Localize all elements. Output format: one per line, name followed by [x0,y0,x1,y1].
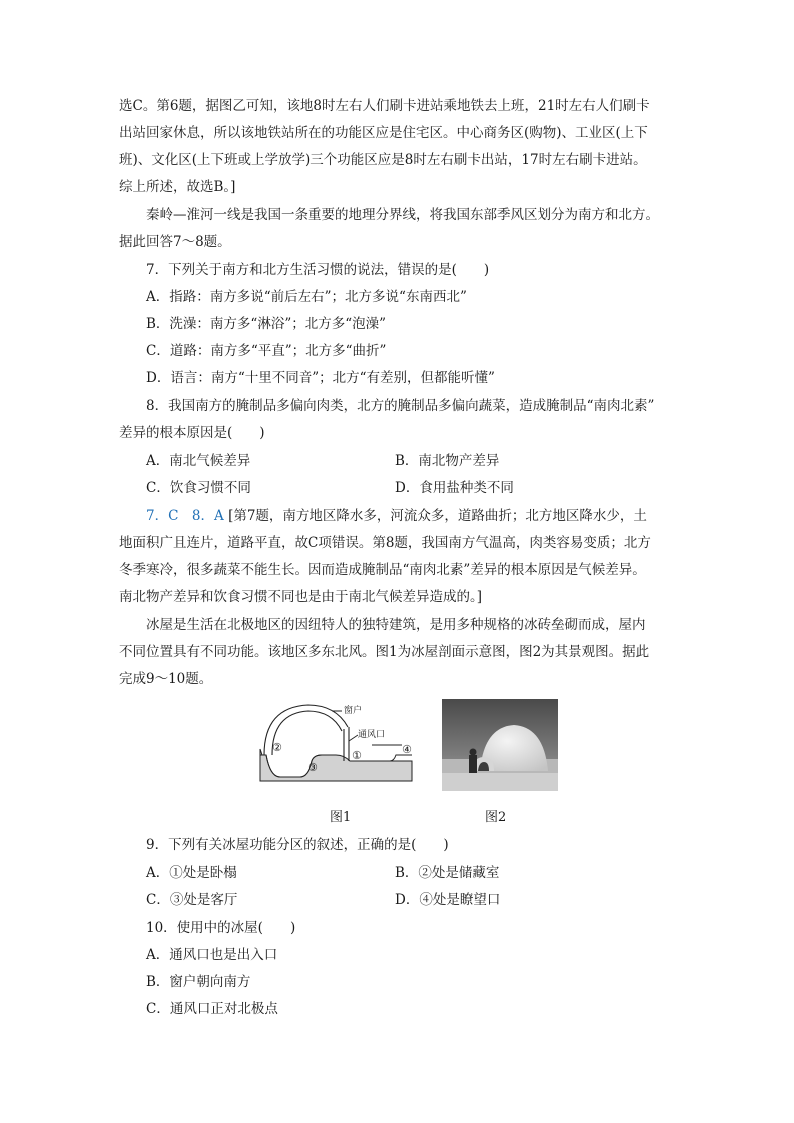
question-9-option-d: D．④处是瞭望口 [395,892,501,908]
answer-7-8-line-2: 地面积广且连片，道路平直，故C项错误。第8题，我国南方气温高，肉类容易变质；北方 [119,535,651,551]
answer-key: 7．C 8．A [146,508,224,524]
question-10-option-b: B．窗户朝向南方 [146,974,251,990]
marker-4: ④ [402,743,412,756]
snow-foreground [442,773,558,791]
question-7-option-a: A．指路：南方多说“前后左右”；北方多说“东南西北” [146,289,467,305]
question-8-option-d: D．食用盐种类不同 [395,480,514,496]
prev-explanation-line-3: 班)、文化区(上下班或上学放学)三个功能区应是8时左右刷卡出站，17时左右刷卡进站。 [119,152,647,168]
igloo-cross-section-diagram [252,697,422,783]
prev-explanation-line-2: 出站回家休息，所以该地铁站所在的功能区应是住宅区。中心商务区(购物)、工业区(上下 [119,125,648,141]
answer-7-8-line-1-text: [第7题，南方地区降水多，河流众多，道路曲折；北方地区降水少，土 [228,508,647,524]
intro-7-8-line-1: 秦岭—淮河一线是我国一条重要的地理分界线，将我国东部季风区划分为南方和北方。 [146,207,659,223]
label-vent: 通风口 [358,730,386,740]
person [469,755,477,773]
answer-7-8-line-1 [146,506,647,526]
question-8-option-b: B．南北物产差异 [395,453,500,469]
question-7-option-c: C．道路：南方多“平直”；北方多“曲折” [146,343,387,359]
question-9-stem: 9．下列有关冰屋功能分区的叙述，正确的是( ) [146,837,449,853]
dome-inner [272,711,342,755]
question-8-option-a: A．南北气候差异 [146,453,251,469]
igloo-photo [442,699,558,791]
label-window: 窗户 [344,706,363,716]
prev-explanation-line-1: 选C。第6题，据图乙可知，该地8时左右人们刷卡进站乘地铁去上班，21时左右人们刷卡 [119,98,650,114]
question-9-option-c: C．③处是客厅 [146,892,238,908]
figure-2-caption: 图2 [485,810,507,825]
question-8-stem-line-2: 差异的根本原因是( ) [119,425,265,441]
prev-explanation-line-4: 综上所述，故选B。] [119,179,236,195]
marker-1: ① [352,749,362,762]
question-8-stem-line-1: 8．我国南方的腌制品多偏向肉类，北方的腌制品多偏向蔬菜，造成腌制品“南肉北素” [146,398,655,414]
intro-9-10-line-2: 不同位置具有不同功能。该地区多东北风。图1为冰屋剖面示意图，图2为其景观图。据此 [119,644,650,660]
question-10-option-c: C．通风口正对北极点 [146,1001,278,1017]
marker-2: ② [272,741,282,754]
intro-9-10-line-1: 冰屋是生活在北极地区的因纽特人的独特建筑，是用多种规格的冰砖垒砌而成，屋内 [146,617,646,633]
figure-1-caption: 图1 [330,810,352,825]
question-7-option-b: B．洗澡：南方多“淋浴”；北方多“泡澡” [146,316,387,332]
question-10-option-a: A．通风口也是出入口 [146,947,278,963]
question-9-option-b: B．②处是储藏室 [395,865,500,881]
marker-3: ③ [308,761,318,774]
question-8-option-c: C．饮食习惯不同 [146,480,251,496]
vent-leader [349,735,358,741]
question-7-stem: 7．下列关于南方和北方生活习惯的说法，错误的是( ) [146,262,490,278]
vent-tube [344,727,349,761]
intro-9-10-line-3: 完成9～10题。 [119,671,213,687]
question-7-option-d: D．语言：南方“十里不同音”；北方“有差别，但都能听懂” [146,370,495,386]
intro-7-8-line-2: 据此回答7～8题。 [119,234,231,250]
question-9-option-a: A．①处是卧榻 [146,865,237,881]
igloo-photo-art [442,699,558,791]
question-10-stem: 10．使用中的冰屋( ) [146,920,296,936]
person-head [470,749,477,756]
answer-7-8-line-3: 冬季寒冷，很多蔬菜不能生长。因而造成腌制品“南肉北素”差异的根本原因是气候差异。 [119,562,646,578]
ground-shape [260,749,412,781]
answer-7-8-line-4: 南北物产差异和饮食习惯不同也是由于南北气候差异造成的。] [119,589,483,605]
